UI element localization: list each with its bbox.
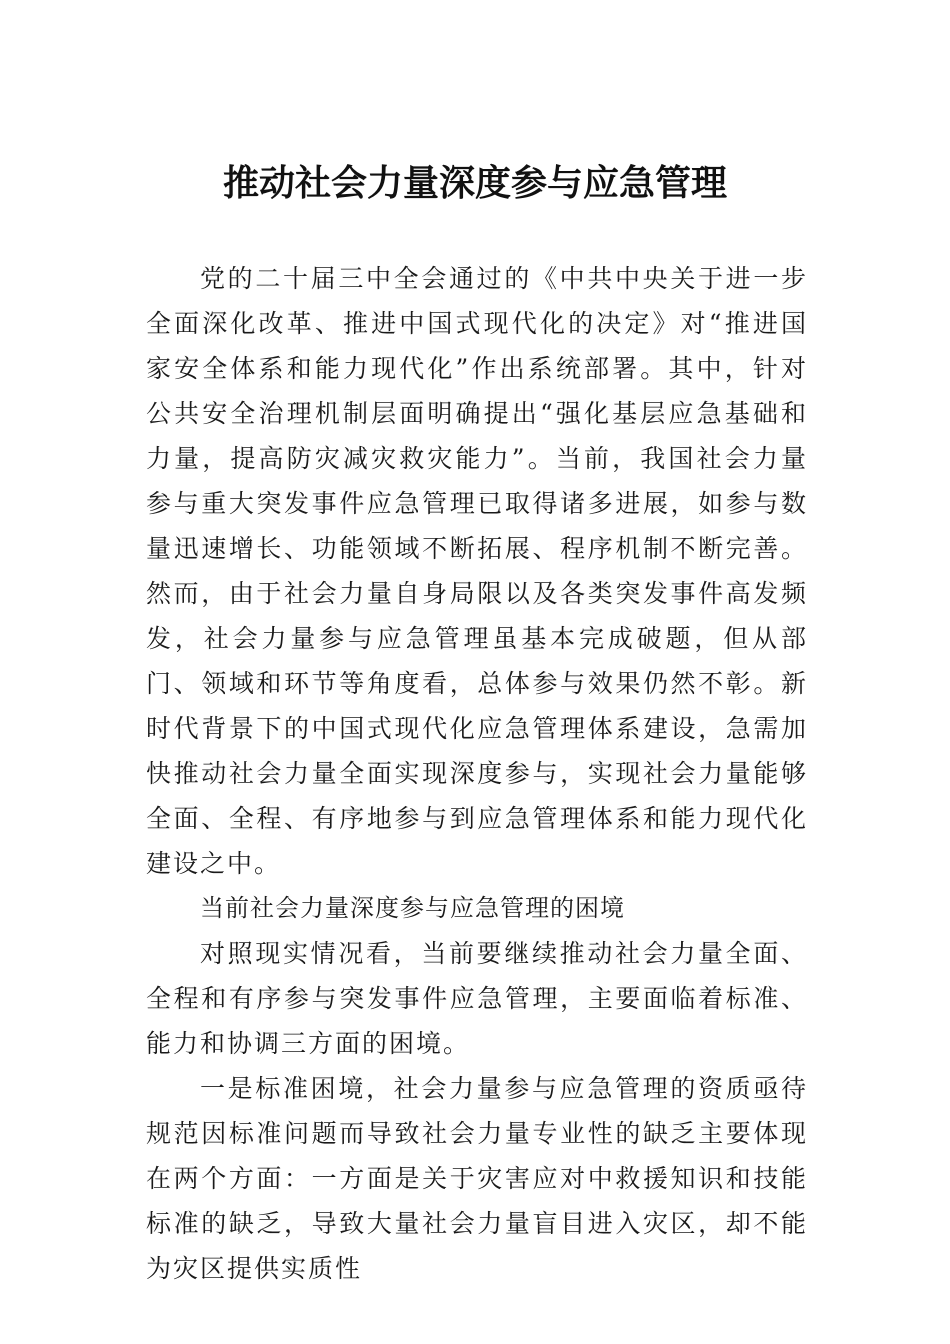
document-title: 推动社会力量深度参与应急管理 <box>222 162 727 204</box>
paragraph-intro: 党的二十届三中全会通过的《中共中央关于进一步全面深化改革、推进中国式现代化的决定》对“推进国家安全体系和能力现代化”作出系统部署。其中，针对公共安全治理机制层面明确提出“强化基层应急基础和力量，提高防灾减灾救灾能力”。当前，我国社会力量参与重大突发事件应急管理已取得诸多进展，如参与数量迅速增长、功能领域不断拓展、程序机制不断完善。然而，由于社会力量自身局限以及各类突发事件高发频发，社会力量参与应急管理虽基本完成破题，但从部门、领域和环节等角度看，总体参与效果仍然不彰。新时代背景下的中国式现代化应急管理体系建设，急需加快推动社会力量全面实现深度参与，实现社会力量能够全面、全程、有序地参与到应急管理体系和能力现代化建设之中。 <box>146 264 808 878</box>
paragraph-overview: 对照现实情况看，当前要继续推动社会力量全面、全程和有序参与突发事件应急管理，主要面临着标准、能力和协调三方面的困境。 <box>146 939 808 1058</box>
section-heading: 当前社会力量深度参与应急管理的困境 <box>200 894 625 922</box>
document-body <box>146 256 808 1291</box>
paragraph-standard-dilemma: 一是标准困境，社会力量参与应急管理的资质亟待规范因标准问题而导致社会力量专业性的缺乏主要体现在两个方面：一方面是关于灾害应对中救援知识和技能标准的缺乏，导致大量社会力量盲目进入灾区，却不能为灾区提供实质性 <box>146 1074 808 1283</box>
